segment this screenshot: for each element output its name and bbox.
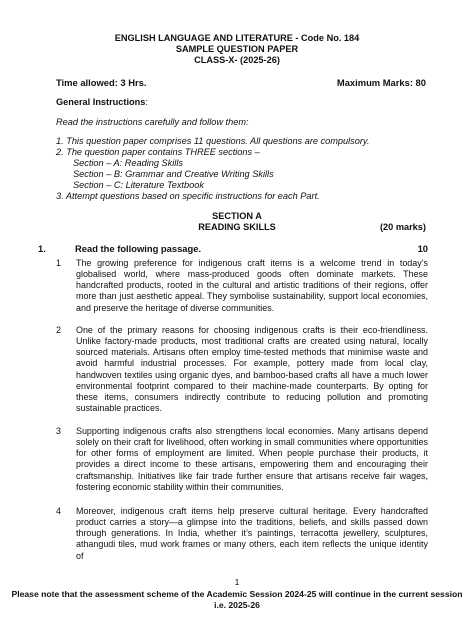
section-subtitle: READING SKILLS: [198, 222, 276, 232]
instructions-heading: [56, 97, 428, 108]
paragraph-number: 3: [56, 426, 61, 436]
instructions-title: General Instructions: [56, 97, 146, 107]
paragraph-text: Supporting indigenous crafts also strengthens local economies. Many artisans depend solely on their craft for livelihood, often working in small communities where opportunities for other forms of employment are limited. When people purchase their products, it provides a direct income to these artisans, empowering them and encouraging their craftsmanship. Initiatives like fair trade further ensure that artisans receive fair wages, fostering economic stability within their communities.: [76, 426, 428, 492]
instruction-subitem: Section – B: Grammar and Creative Writing Skills: [73, 169, 274, 179]
paper-subtitle: SAMPLE QUESTION PAPER: [175, 44, 299, 54]
paragraph-text: Moreover, indigenous craft items help preserve cultural heritage. Every handcrafted product carries a story—a glimpse into the traditions, beliefs, and skills passed down through generations. In India, whether it’s paintings, terracotta jewellery, sculptures, athangudi tiles, mud work frames or many others, each item reflects the unique identity of: [76, 506, 428, 561]
instructions-intro: Read the instructions carefully and follow them:: [56, 117, 249, 127]
instruction-item: 3. Attempt questions based on specific instructions for each Part.: [56, 191, 320, 201]
instruction-item: 1. This question paper comprises 11 questions. All questions are compulsory.: [56, 136, 370, 146]
question-text: Read the following passage.: [75, 243, 202, 254]
meta-row: [56, 77, 426, 88]
question-number: 1.: [38, 243, 46, 254]
instructions-colon: :: [145, 97, 148, 107]
footer-note: Please note that the assessment scheme of the Academic Session 2024-25 will continue in the current session i.e. 2025-26: [11, 589, 463, 610]
class-label: CLASS-X- (2025-26): [194, 55, 280, 65]
time-allowed: Time allowed: 3 Hrs.: [56, 77, 147, 88]
paragraph-text: The growing preference for indigenous craft items is a welcome trend in today’s globalised world, where mass-produced goods often dominate markets. These handcrafted products, rooted in the cultural and artistic traditions of their regions, offer more than just aesthetic appeal. They symbolise sustainability, support local economies, and preserve the heritage of diverse communities.: [76, 258, 428, 313]
section-marks: (20 marks): [380, 222, 426, 232]
question-marks: 10: [417, 243, 428, 254]
instruction-item: 2. The question paper contains THREE sections –: [56, 147, 260, 157]
paragraph-number: 1: [56, 258, 61, 268]
instruction-subitem: Section – C: Literature Textbook: [73, 180, 204, 190]
paper-title: ENGLISH LANGUAGE AND LITERATURE - Code No. 184: [114, 33, 360, 43]
paragraph-number: 4: [56, 506, 61, 516]
maximum-marks: Maximum Marks: 80: [336, 77, 426, 88]
section-title: SECTION A: [212, 211, 262, 221]
page-number: 1: [234, 577, 240, 587]
instruction-subitem: Section – A: Reading Skills: [73, 158, 183, 168]
paragraph-text: One of the primary reasons for choosing indigenous crafts is their eco-friendliness. Unlike factory-made products, most traditional crafts are created using natural, locally sourced materials. Artisans often employ time-tested methods that minimise waste and avoid harmful industrial processes. For example, pottery made from local clay, handwoven textiles using organic dyes, and bamboo-based crafts all have a much lower environmental footprint compared to their machine-made counterparts. By opting for these items, consumers indirectly contribute to reducing pollution and promoting sustainable practices.: [76, 325, 428, 414]
paragraph-number: 2: [56, 325, 61, 335]
